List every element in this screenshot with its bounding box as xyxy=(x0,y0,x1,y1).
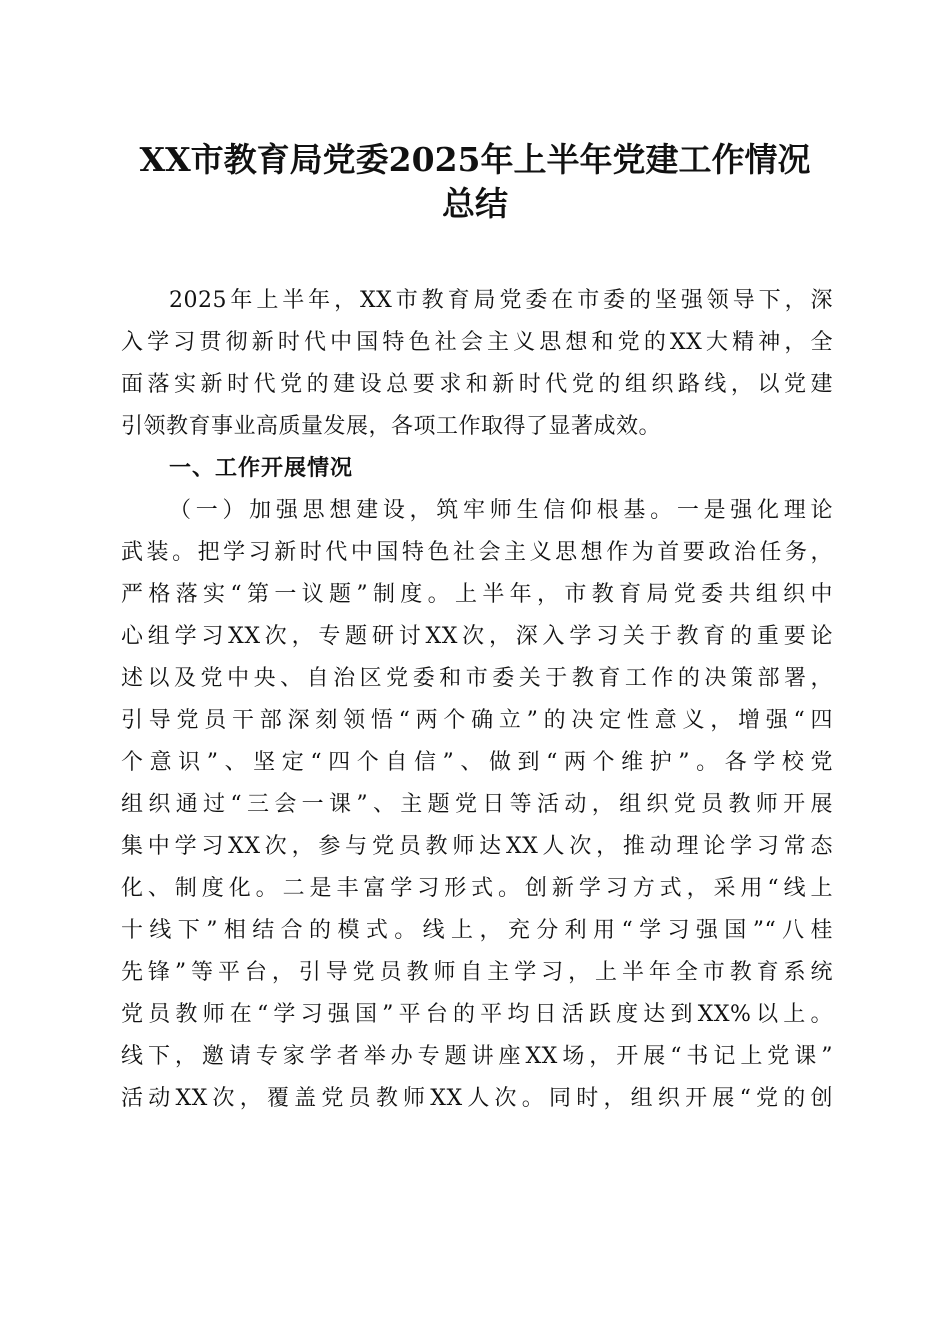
text-line: 党员教师在“学习强国”平台的平均日活跃度达到XX%以上。 xyxy=(121,1002,833,1027)
text-line: 十线下”相结合的模式。线上，充分利用“学习强国”“八桂 xyxy=(121,918,833,943)
document-title xyxy=(100,138,850,226)
text-line: （一）加强思想建设，筑牢师生信仰根基。一是强化理论 xyxy=(169,498,833,523)
text-line: 先锋”等平台，引导党员教师自主学习，上半年全市教育系统 xyxy=(121,960,833,985)
text-line: 心组学习XX次，专题研讨XX次，深入学习关于教育的重要论 xyxy=(121,624,833,649)
text-line: 引导党员干部深刻领悟“两个确立”的决定性意义，增强“四 xyxy=(121,708,833,733)
document-body xyxy=(121,280,833,1120)
intro-paragraph xyxy=(121,280,833,448)
title-line-2: 总结 xyxy=(442,184,508,223)
text-line: 严格落实“第一议题”制度。上半年，市教育局党委共组织中 xyxy=(121,582,833,607)
text-line: 组织通过“三会一课”、主题党日等活动，组织党员教师开展 xyxy=(121,792,833,817)
section1-paragraph xyxy=(121,490,833,1120)
text-line: 化、制度化。二是丰富学习形式。创新学习方式，采用“线上 xyxy=(121,876,833,901)
text-line: 面落实新时代党的建设总要求和新时代党的组织路线，以党建 xyxy=(121,372,833,397)
text-line: 引领教育事业高质量发展，各项工作取得了显著成效。 xyxy=(121,414,662,439)
text-line: 武装。把学习新时代中国特色社会主义思想作为首要政治任务， xyxy=(121,540,833,565)
text-line: 入学习贯彻新时代中国特色社会主义思想和党的XX大精神，全 xyxy=(121,330,833,355)
text-line: 2025年上半年，XX市教育局党委在市委的坚强领导下，深 xyxy=(169,288,833,313)
text-line: 活动XX次，覆盖党员教师XX人次。同时，组织开展“党的创 xyxy=(121,1086,833,1111)
text-line: 述以及党中央、自治区党委和市委关于教育工作的决策部署， xyxy=(121,666,833,691)
section-heading: 一、工作开展情况 xyxy=(169,456,354,481)
text-line: 个意识”、坚定“四个自信”、做到“两个维护”。各学校党 xyxy=(121,750,833,775)
text-line: 线下，邀请专家学者举办专题讲座XX场，开展“书记上党课” xyxy=(121,1044,833,1069)
title-line-1: XX市教育局党委2025年上半年党建工作情况 xyxy=(139,140,811,179)
text-line: 集中学习XX次，参与党员教师达XX人次，推动理论学习常态 xyxy=(121,834,833,859)
